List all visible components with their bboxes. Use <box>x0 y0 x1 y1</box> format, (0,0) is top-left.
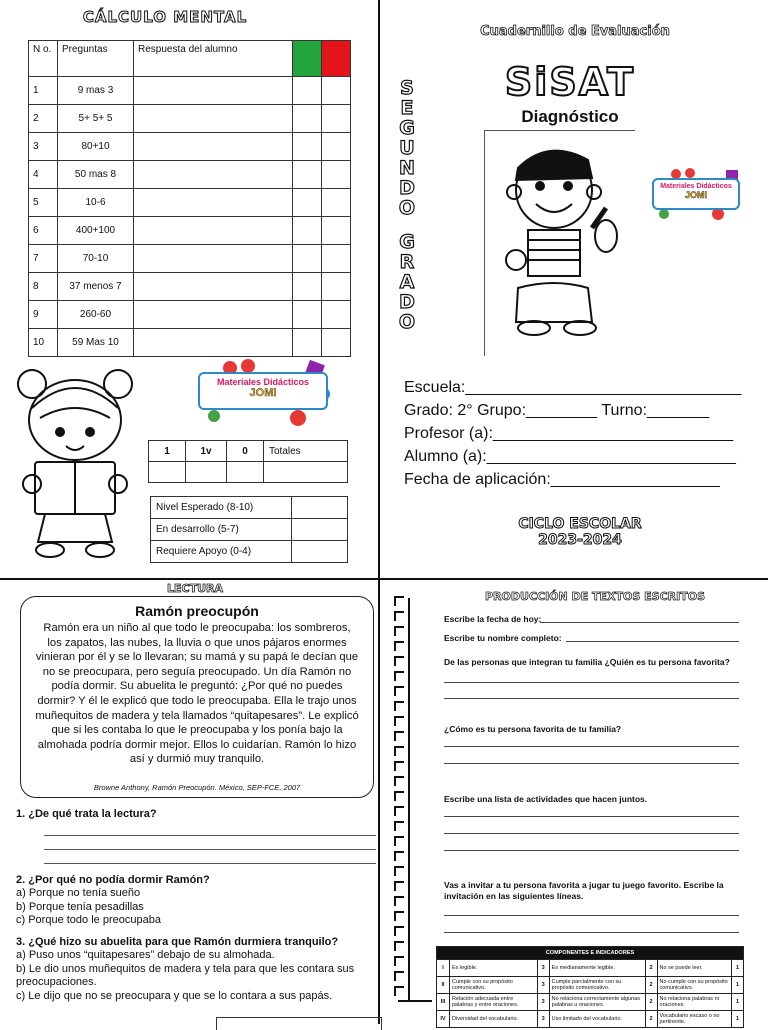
row-wrong-cell[interactable] <box>322 105 351 133</box>
row-number: 1 <box>29 77 58 105</box>
pregunta-como-es: ¿Cómo es tu persona favorita de tu familia? <box>444 724 622 734</box>
story-title: Ramón preocupón <box>135 603 259 619</box>
vertical-letter: E <box>400 97 414 119</box>
answer-line[interactable] <box>444 850 739 851</box>
row-correct-cell[interactable] <box>293 77 322 105</box>
rubric-value-1: 1 <box>732 994 744 1011</box>
row-correct-cell[interactable] <box>293 105 322 133</box>
q2-option-c[interactable]: c) Porque todo le preocupaba <box>16 914 161 926</box>
q3-option-a[interactable]: a) Puso unos “quitapesares” debajo de su almohada. <box>16 949 275 961</box>
answer-line[interactable] <box>444 763 739 764</box>
ring-icon <box>394 761 404 771</box>
ring-icon <box>394 791 404 801</box>
rubric-row <box>437 960 744 977</box>
diagnostico-subtitle: Diagnóstico <box>521 107 619 126</box>
vertical-letter: G <box>399 117 415 139</box>
ciclo-years: 2023-2024 <box>538 532 622 548</box>
question-3: 3. ¿Qué hizo su abuelita para que Ramón durmiera tranquilo? <box>16 935 339 948</box>
rubric-level-3: Cumple con su propósito comunicativo. <box>450 977 538 994</box>
rubric-level-3: Relación adecuada entre palabras y entre oraciones. <box>450 994 538 1011</box>
grado-field[interactable]: Grado: 2° Grupo:________ Turno:_______ <box>404 402 710 419</box>
vertical-letter <box>394 218 420 232</box>
row-question: 10-6 <box>58 189 134 217</box>
vertical-letter: D <box>399 291 415 313</box>
row-answer-cell[interactable] <box>134 105 293 133</box>
ring-icon <box>394 731 404 741</box>
row-number: 3 <box>29 133 58 161</box>
ring-icon <box>394 596 404 606</box>
alumno-field[interactable]: Alumno (a):____________________________ <box>404 448 736 465</box>
row-correct-cell[interactable] <box>293 189 322 217</box>
calculo-row <box>29 245 351 273</box>
row-number: 2 <box>29 105 58 133</box>
answer-line[interactable] <box>444 833 739 834</box>
notebook-spine-bottom <box>398 1000 432 1002</box>
profesor-field[interactable]: Profesor (a):___________________________ <box>404 425 734 442</box>
ring-icon <box>394 641 404 651</box>
sisat-title: SiSAT <box>504 60 636 104</box>
vertical-letter: O <box>398 197 416 219</box>
rubric-level-1: Vocabulario escaso o no pertinente. <box>657 1011 731 1028</box>
q2-option-a[interactable]: a) Porque no tenía sueño <box>16 887 141 899</box>
rubric-value-1: 1 <box>732 1011 744 1028</box>
answer-line[interactable] <box>44 836 376 850</box>
row-answer-cell[interactable] <box>134 329 293 357</box>
rubric-number: II <box>437 977 450 994</box>
rubric-level-1: No relaciona palabras ni oraciones. <box>657 994 731 1011</box>
rubric-level-2: Cumple parcialmente con su propósito comunicativo. <box>549 977 645 994</box>
ring-icon <box>394 716 404 726</box>
row-question: 260-60 <box>58 301 134 329</box>
answer-line[interactable] <box>44 822 376 836</box>
ring-icon <box>394 926 404 936</box>
ring-icon <box>394 626 404 636</box>
totales-c2: 1v <box>186 441 227 462</box>
row-answer-cell[interactable] <box>134 301 293 329</box>
ring-icon <box>394 671 404 681</box>
ring-icon <box>394 986 404 996</box>
ring-icon <box>394 881 404 891</box>
header-no: N o. <box>29 41 58 77</box>
fecha-aplicacion-field[interactable]: Fecha de aplicación:___________________ <box>404 471 720 488</box>
header-preguntas: Preguntas <box>58 41 134 77</box>
logo-line2: JOMI <box>249 387 277 399</box>
produccion-title: PRODUCCIÓN DE TEXTOS ESCRITOS <box>485 590 705 603</box>
row-question: 9 mas 3 <box>58 77 134 105</box>
nombre-line[interactable] <box>566 641 739 642</box>
pregunta-persona-favorita: De las personas que integran tu familia ¿Quién es tu persona favorita? <box>444 657 730 667</box>
row-correct-cell[interactable] <box>293 161 322 189</box>
ciclo-label: CICLO ESCOLAR <box>518 516 642 532</box>
vertical-letter: A <box>399 271 415 293</box>
segundo-grado-vertical <box>394 78 420 332</box>
fecha-prompt: Escribe la fecha de hoy: <box>444 614 542 624</box>
row-answer-cell[interactable] <box>134 245 293 273</box>
row-number: 5 <box>29 189 58 217</box>
rubric-level-3: Diversidad del vocabulario. <box>450 1011 538 1028</box>
row-number: 7 <box>29 245 58 273</box>
totales-c4: Totales <box>264 441 348 462</box>
row-wrong-cell[interactable] <box>322 133 351 161</box>
calculo-title: CÁLCULO MENTAL <box>82 8 248 26</box>
calculo-row <box>29 217 351 245</box>
wrong-color-cell <box>322 41 351 77</box>
ring-icon <box>394 866 404 876</box>
escuela-field[interactable]: Escuela:_______________________________ <box>404 379 742 396</box>
vertical-letter: S <box>400 77 414 99</box>
calculo-row <box>29 77 351 105</box>
vertical-letter: U <box>399 137 415 159</box>
rubric-value-3: 3 <box>537 1011 549 1028</box>
rubric-level-3: Es legible. <box>450 960 538 977</box>
story-box <box>20 596 374 798</box>
ciclo-escolar <box>505 516 655 548</box>
ring-icon <box>394 956 404 966</box>
row-answer-cell[interactable] <box>134 189 293 217</box>
header-respuesta: Respuesta del alumno <box>134 41 293 77</box>
nivel-desarrollo: En desarrollo (5-7) <box>151 519 292 541</box>
rubric-value-2: 2 <box>645 977 657 994</box>
totales-c1: 1 <box>149 441 186 462</box>
row-answer-cell[interactable] <box>134 77 293 105</box>
row-wrong-cell[interactable] <box>322 217 351 245</box>
correct-color-cell <box>293 41 322 77</box>
rubric-number: IV <box>437 1011 450 1028</box>
fecha-line[interactable] <box>540 622 739 623</box>
ring-icon <box>394 821 404 831</box>
pregunta-lista: Escribe una lista de actividades que hacen juntos. <box>444 794 648 804</box>
rubric-value-2: 2 <box>645 960 657 977</box>
vertical-letter: G <box>399 231 415 253</box>
row-question: 59 Mas 10 <box>58 329 134 357</box>
row-number: 6 <box>29 217 58 245</box>
calculo-row <box>29 133 351 161</box>
rubric-number: III <box>437 994 450 1011</box>
rubric-level-2: Es medianamente legible. <box>549 960 645 977</box>
row-correct-cell[interactable] <box>293 217 322 245</box>
row-correct-cell[interactable] <box>293 273 322 301</box>
rubric-row <box>437 1011 744 1028</box>
story-source: Browne Anthony, Ramón Preocupón. México, SEP-FCE, 2007 <box>93 783 301 792</box>
calculo-row <box>29 273 351 301</box>
q2-option-b[interactable]: b) Porque tenía pesadillas <box>16 900 144 913</box>
rubric-title: COMPONENTES E INDICADORES <box>437 947 744 960</box>
answer-line[interactable] <box>444 915 739 916</box>
row-wrong-cell[interactable] <box>322 189 351 217</box>
answer-line[interactable] <box>444 746 739 747</box>
niveles-table <box>150 496 348 563</box>
totales-table <box>148 440 348 483</box>
calculo-table <box>28 40 351 357</box>
vertical-divider <box>378 0 380 1024</box>
row-number: 10 <box>29 329 58 357</box>
nivel-esperado: Nivel Esperado (8-10) <box>151 497 292 519</box>
row-correct-cell[interactable] <box>293 133 322 161</box>
rubric-value-2: 2 <box>645 994 657 1011</box>
materiales-logo-small <box>646 168 746 224</box>
row-wrong-cell[interactable] <box>322 245 351 273</box>
question-2: 2. ¿Por qué no podía dormir Ramón? <box>16 873 210 886</box>
answer-line[interactable] <box>44 850 376 864</box>
materiales-logo <box>188 358 338 428</box>
questions <box>16 808 376 1003</box>
q3-option-c[interactable]: c) Le dijo que no se preocupara y que se lo contara a sus papás. <box>16 989 333 1002</box>
cuadernillo-title: Cuadernillo de Evaluación <box>480 24 670 39</box>
row-answer-cell[interactable] <box>134 161 293 189</box>
logo-small-line2: JOMI <box>684 190 707 200</box>
rubric-level-1: No se puede leer. <box>657 960 731 977</box>
ring-icon <box>394 686 404 696</box>
q3-option-b[interactable]: b) Le dio unos muñequitos de madera y tela para que les contara sus preocupaciones. <box>16 962 355 988</box>
nombre-prompt: Escribe tu nombre completo: <box>444 633 562 643</box>
row-correct-cell[interactable] <box>293 329 322 357</box>
row-number: 9 <box>29 301 58 329</box>
rubric-value-1: 1 <box>732 960 744 977</box>
ring-icon <box>394 656 404 666</box>
answer-line[interactable] <box>444 816 739 817</box>
rubric-value-3: 3 <box>537 994 549 1011</box>
row-question: 5+ 5+ 5 <box>58 105 134 133</box>
horizontal-divider <box>0 578 768 580</box>
row-correct-cell[interactable] <box>293 245 322 273</box>
ring-icon <box>394 941 404 951</box>
rubric-value-2: 2 <box>645 1011 657 1028</box>
row-question: 400+100 <box>58 217 134 245</box>
row-answer-cell[interactable] <box>134 217 293 245</box>
rubric-number: I <box>437 960 450 977</box>
notebook-rings <box>394 596 404 1001</box>
row-correct-cell[interactable] <box>293 301 322 329</box>
ring-icon <box>394 911 404 921</box>
logo-small-line1: Materiales Didácticos <box>660 183 732 190</box>
answer-line[interactable] <box>444 682 739 683</box>
answer-line[interactable] <box>444 698 739 699</box>
ring-icon <box>394 746 404 756</box>
calculo-row <box>29 301 351 329</box>
row-wrong-cell[interactable] <box>322 329 351 357</box>
row-answer-cell[interactable] <box>134 273 293 301</box>
pregunta-invitacion: Vas a invitar a tu persona favorita a jugar tu juego favorito. Escribe la invitación en las siguientes líneas. <box>444 880 724 901</box>
answer-line[interactable] <box>444 932 739 933</box>
rubric-row <box>437 994 744 1011</box>
ring-icon <box>394 896 404 906</box>
calculo-row <box>29 189 351 217</box>
row-question: 37 menos 7 <box>58 273 134 301</box>
rubric-level-2: Uso limitado del vocabulario. <box>549 1011 645 1028</box>
row-question: 70-10 <box>58 245 134 273</box>
row-number: 8 <box>29 273 58 301</box>
row-wrong-cell[interactable] <box>322 77 351 105</box>
rubric-table <box>436 946 744 1028</box>
ring-icon <box>394 776 404 786</box>
calculo-row <box>29 329 351 357</box>
ring-icon <box>394 611 404 621</box>
rubric-level-1: No cumple con su propósito comunicativo. <box>657 977 731 994</box>
lectura-title: LECTURA <box>166 582 223 595</box>
rubric-value-3: 3 <box>537 977 549 994</box>
vertical-letter: D <box>399 177 415 199</box>
calculo-row <box>29 161 351 189</box>
ring-icon <box>394 971 404 981</box>
vertical-letter: O <box>398 311 416 333</box>
nivel-apoyo: Requiere Apoyo (0-4) <box>151 541 292 563</box>
vertical-letter: N <box>399 157 415 179</box>
rubric-row <box>437 977 744 994</box>
student-form <box>404 376 741 491</box>
logo-line1: Materiales Didácticos <box>216 377 310 387</box>
ring-icon <box>394 701 404 711</box>
row-wrong-cell[interactable] <box>322 161 351 189</box>
rubric-level-2: No relaciona correctamente algunas palabras u oraciones. <box>549 994 645 1011</box>
ring-icon <box>394 851 404 861</box>
ring-icon <box>394 836 404 846</box>
rubric-value-1: 1 <box>732 977 744 994</box>
row-wrong-cell[interactable] <box>322 273 351 301</box>
rubric-value-3: 3 <box>537 960 549 977</box>
row-question: 50 mas 8 <box>58 161 134 189</box>
row-question: 80+10 <box>58 133 134 161</box>
row-number: 4 <box>29 161 58 189</box>
notebook-spine <box>408 598 410 1002</box>
totales-c3: 0 <box>227 441 264 462</box>
ring-icon <box>394 806 404 816</box>
girl-reading-illustration <box>10 362 140 562</box>
row-wrong-cell[interactable] <box>322 301 351 329</box>
vertical-letter: R <box>399 251 415 273</box>
boy-illustration <box>488 138 628 338</box>
question-1: 1. ¿De qué trata la lectura? <box>16 808 157 820</box>
calculo-row <box>29 105 351 133</box>
story-text: Ramón era un niño al que todo le preocupaba: los sombreros, los zapatos, las nubes, la lluvia o que unos pájaros enormes vinieran por él y se lo llevaran; su mamá y su papá le decían que no se preocupara, pero seguía preocupado. Un día Ramón no podía dormir. Su abuelita le preguntó: ¿Por qué no puedes dormir? Y él le explicó que todo le preocupaba. Ella le trajo unos muñequitos de madera y tela llamados “quitapesares”. Le explicó que si les contaba lo que le preocupaba y los ponía bajo la almohada podría dormir mejor. Ellos lo cuidarían. Ramón lo hizo así y durmió muy tranquilo. <box>35 622 359 766</box>
row-answer-cell[interactable] <box>134 133 293 161</box>
